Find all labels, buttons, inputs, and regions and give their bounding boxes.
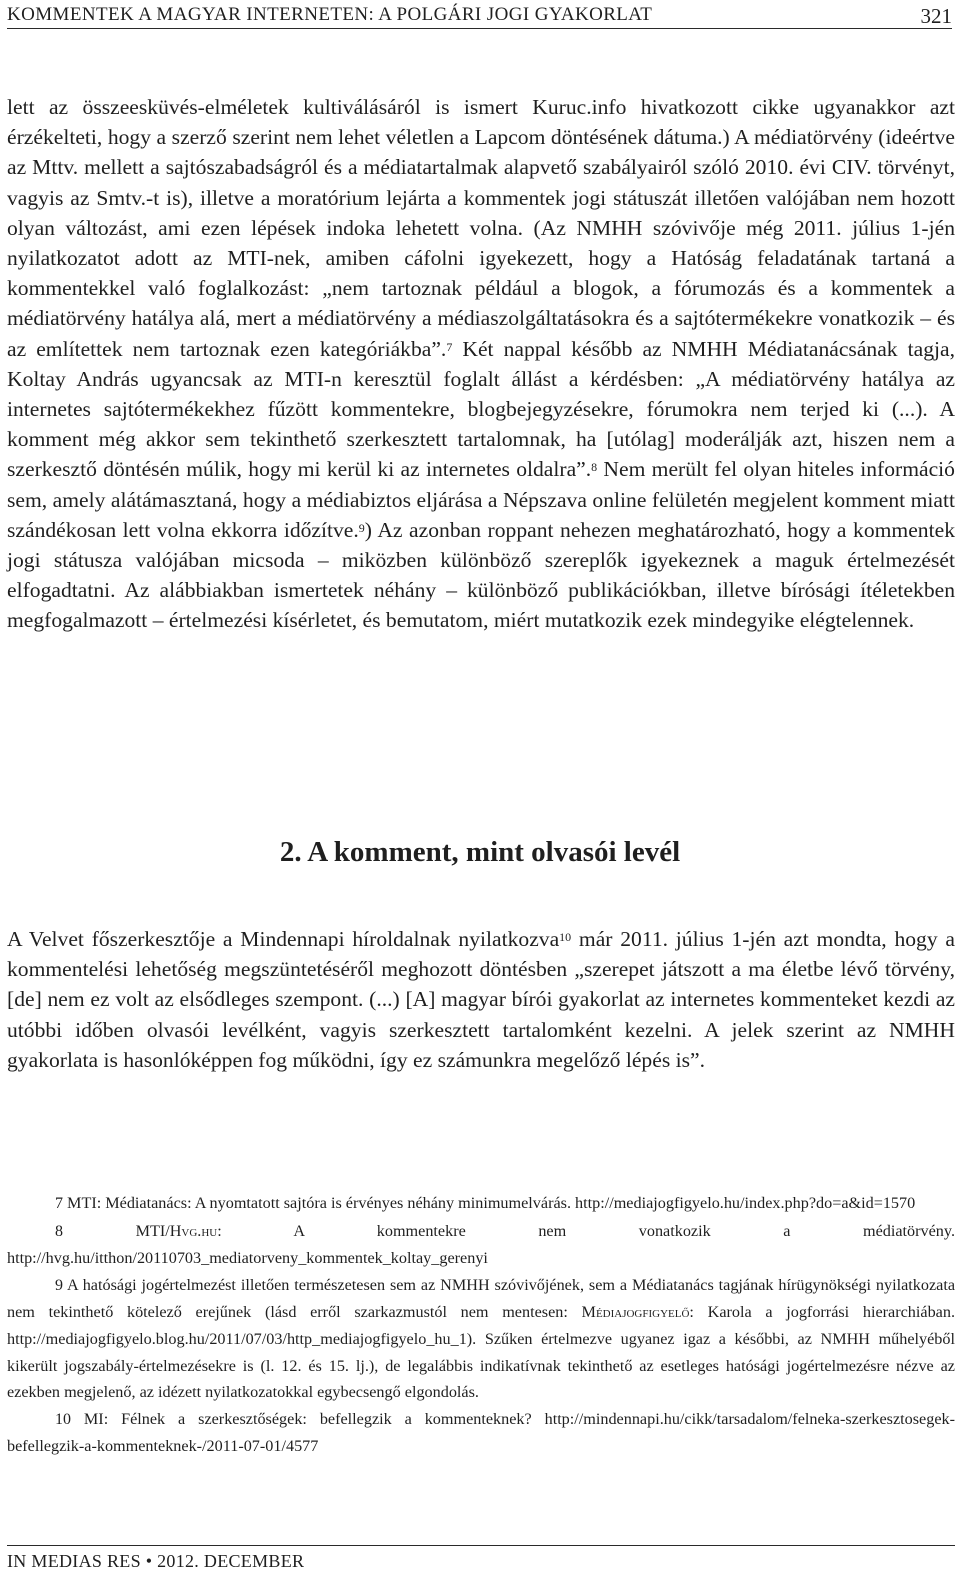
- footnote-text: A kommentekre nem vonatkozik a médiatörvény. http://hvg.hu/itthon/20110703_mediatorveny_kommentek_koltay_gerenyi: [7, 1221, 955, 1268]
- para2-part-b: már 2011. július 1-jén azt mondta, hogy a kommentelési lehetőség megszüntetéséről meghozott döntésben „szerepet játszott a ma életbe lévő törvény, [de] nem ez volt az elsődleges szempont. (...) [A] magyar bírói gyakorlat az internetes kommenteket kezdi az utóbbi időben olvasói levélként, vagyis szerkesztett tartalomként kezelni. A jelek szerint az NMHH gyakorlata is hasonlóképpen fog működni, így ez számunkra megelőző lépés is”.: [7, 927, 955, 1072]
- footnote-8: [7, 1218, 955, 1272]
- footnote-number: 8: [55, 1222, 63, 1240]
- page-number: 321: [920, 4, 952, 28]
- footnote-source: MI:: [83, 1409, 109, 1428]
- footnotes: [7, 1190, 955, 1460]
- footnote-ref-10[interactable]: 10: [559, 930, 572, 944]
- footnote-ref-7[interactable]: 7: [446, 339, 453, 354]
- footnote-source: MTI/Hvg.hu:: [135, 1221, 222, 1240]
- footnote-number: 10: [55, 1410, 71, 1428]
- footnote-text-continued: Karola a jogforrási hierarchiában. http://mediajogfigyelo.blog.hu/2011/07/03/http_mediajogfigyelo_hu_1). Szűken értelmezve ugyanez igaz a későbbi, az NMHH műhelyéből kikerült jogszabály-értelmezésekre is (l. 12. és 15. lj.), de legalábbis indikatívnak tekinthető az esetleges hatósági jogértelmezésre nézve az ezekben megjelenő, az idézett nyilatkozatokkal egybecsengő elgondolás.: [7, 1303, 956, 1402]
- footnote-text: Médiatanács: A nyomtatott sajtóra is érvényes néhány minimumelvárás. http://mediajogfigyelo.hu/index.php?do=a&id=1570: [101, 1194, 916, 1212]
- footnote-9: [7, 1272, 955, 1406]
- footnote-10: [7, 1406, 955, 1460]
- footer-text: IN MEDIAS RES • 2012. DECEMBER: [7, 1551, 305, 1571]
- running-title: KOMMENTEK A MAGYAR INTERNETEN: A POLGÁRI JOGI GYAKORLAT: [7, 4, 653, 25]
- page-footer: [7, 1545, 955, 1573]
- para1-part-c: Nem merült fel olyan hiteles információ sem, amely alátámasztaná, hogy a médiabiztos eljárása a Népszava online felületén megjelent komment miatt szándékosan lett volna ekkorra időzítve.: [7, 457, 955, 542]
- footnote-text: A hatósági jogértelmezést illetően természetesen sem az NMHH szóvivőjének, sem a Médiatanács tagjának hírügynökségi nyilatkozata nem tekinthető kötelező erejűnek (lásd erről szarkazmustól nem mentesen:: [7, 1275, 956, 1322]
- running-header: [7, 0, 952, 29]
- para2-part-a: A Velvet főszerkesztője a Mindennapi híroldalnak nyilatkozva: [7, 927, 560, 951]
- section-heading: 2. A komment, mint olvasói levél: [279, 836, 681, 868]
- para1-part-a: lett az összeesküvés-elméletek kultiválásáról is ismert Kuruc.info hivatkozott cikke ugyanakkor azt érzékelteti, hogy a szerző szerint nem lehet véletlen a Lapcom döntésének dátuma.) A médiatörvény (ideértve az Mttv. mellett a sajtószabadságról és a médiatartalmak alapvető szabályairól szóló 2010. évi CIV. törvényt, vagyis az Smtv.-t is), illetve a moratórium lejárta a kommentek jogi státuszát illetően valójában nem hozott olyan változást, ami ezen lépések indoka lehetett volna. (Az NMHH szóvivője még 2011. július 1-jén nyilatkozatot adott az MTI-nek, amiben cáfolni igyekezett, hogy a Hatóság feladatának tartaná a kommentekkel való foglalkozást: „nem tartoznak például a blogok, a fórumozás és a kommentek a médiatörvény hatálya alá, mert a médiatörvény a médiaszolgáltatásokra és a sajtótermékekre vonatkozik – és az említettek nem tartoznak ezen kategóriákba”.: [7, 95, 955, 361]
- footnote-text: Félnek a szerkesztőségek: befellegzik a kommenteknek? http://mindennapi.hu/cikk/tarsadalom/felneka-szerkesztosegek-befellegzik-a-kommenteknek-/2011-07-01/4577: [7, 1409, 955, 1456]
- para1-part-d: ) Az azonban roppant nehezen meghatározható, hogy a kommentek jogi státusza valójában micsoda – miközben különböző szereplők igyekeznek a maguk értelmezését elfogadtatni. Az alábbiakban ismertetek néhány – különböző publikációkban, illetve bírósági ítéletekben megfogalmazott – értelmezési kísérletet, és bemutatom, miért mutatkozik ezek mindegyike elégtelennek.: [7, 517, 955, 633]
- footnote-ref-9[interactable]: 9: [358, 520, 365, 535]
- footnote-7: [7, 1190, 955, 1218]
- body-paragraph-2: [7, 924, 955, 1075]
- footnote-source: Médiajogfigyelő:: [581, 1303, 694, 1322]
- footnote-source: MTI:: [67, 1194, 102, 1212]
- footnote-number: 9: [55, 1276, 63, 1294]
- footnote-ref-8[interactable]: 8: [591, 460, 598, 475]
- footnote-number: 7: [55, 1195, 63, 1212]
- body-paragraph-1: [7, 92, 955, 636]
- para1-part-b: Két nappal később az NMHH Médiatanácsának tagja, Koltay András ugyancsak az MTI-n keresztül foglalt állást a kérdésben: „A médiatörvény hatálya az internetes sajtótermékekhez fűzött kommentekre, blogbejegyzésekre, fórumokra nem terjed ki (...). A komment még akkor sem tekinthető szerkesztett tartalomnak, ha [utólag] moderálják azt, hiszen nem a szerkesztő döntésén múlik, hogy mi kerül ki az internetes oldalra”.: [7, 336, 955, 482]
